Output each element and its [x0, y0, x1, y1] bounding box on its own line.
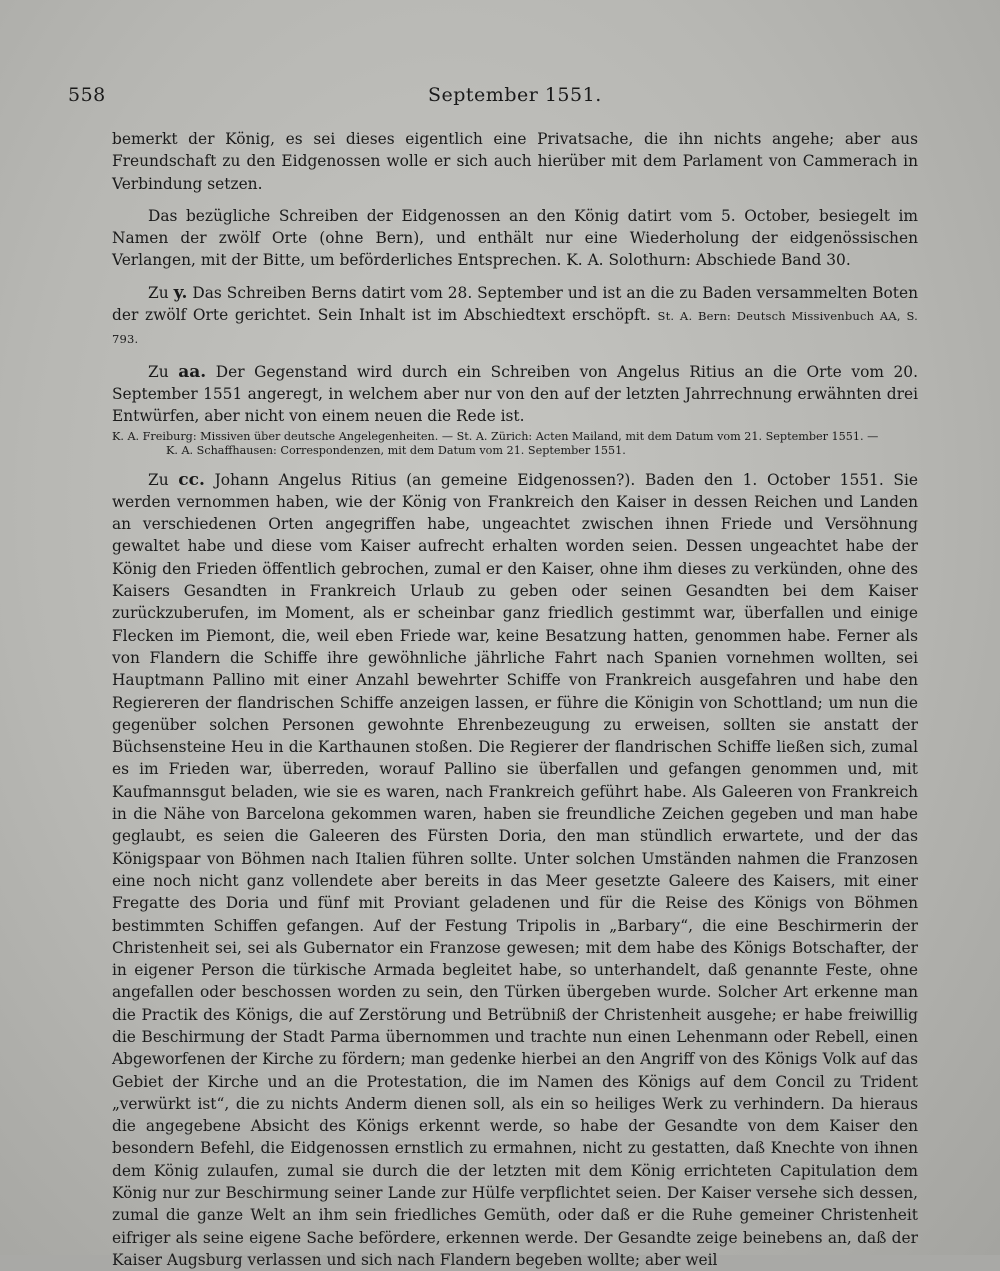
running-title-date: September 1551. — [428, 84, 602, 106]
page-header — [68, 84, 928, 114]
paragraph-text: Das Schreiben Berns datirt vom 28. September und ist an die zu Baden versammelten Boten der zwölf Orte gerichtet. Sein Inhalt ist im Abschiedtext erschöpft. — [112, 283, 918, 325]
paragraph-zu-aa — [112, 361, 918, 428]
paragraph-zu-y — [112, 282, 918, 351]
archive-reference: St. A. Bern: Deutsch Missivenbuch AA, S. 793. — [112, 309, 918, 347]
archive-references — [112, 430, 918, 459]
section-letter-aa: aa. — [178, 361, 207, 382]
paragraph-text: Der Gegenstand wird durch ein Schreiben von Angelus Ritius an die Orte vom 20. September 1551 angeregt, in welchem aber nur von den auf der letzten Jahrrechnung erwähnten drei Entwürfen, aber nicht von einem neuen die Rede ist. — [112, 362, 918, 426]
body-text — [112, 128, 918, 1271]
page-number: 558 — [68, 84, 106, 106]
section-letter-y: y. — [173, 282, 188, 303]
paragraph-zu-cc — [112, 469, 918, 1271]
paragraph-continuation: bemerkt der König, es sei dieses eigentlich eine Privatsache, die ihn nichts angehe; aber aus Freundschaft zu den Eidgenossen wolle er sich auch hierüber mit dem Parlament von Cammerach in Verbindung setzen. — [112, 130, 918, 193]
paragraph-letter-solothurn: Das bezügliche Schreiben der Eidgenossen an den König datirt vom 5. October, besiegelt im Namen der zwölf Orte (ohne Bern), und enthält nur eine Wiederholung der eidgenössischen Verlangen, mit der Bitte, um beförderliches Entsprechen. K. A. Solothurn: Abschiede Band 30. — [112, 206, 918, 270]
section-letter-cc: cc. — [178, 469, 205, 490]
archive-reference-line: K. A. Schaffhausen: Correspondenzen, mit dem Datum vom 21. September 1551. — [166, 444, 626, 458]
paragraph-text: Johann Angelus Ritius (an gemeine Eidgenossen?). Baden den 1. October 1551. Sie werden vernommen haben, wie der König von Frankreich den Kaiser in dessen Reichen und Landen an verschiedenen Orten angegriffen habe, ungeachtet zwischen ihnen Friede und Versöhnung gewaltet habe und diese vom Kaiser aufrecht erhalten worden seien. Dessen ungeachtet habe der König den Frieden öffentlich gebrochen, zumal er den Kaiser, ohne ihm dieses zu verkünden, ohne des Kaisers Gesandten in Frankreich Urlaub zu geben oder seinen Gesandten bei dem Kaiser zurückzuberufen, im Moment, als er scheinbar ganz friedlich gestimmt war, überfallen und einige Flecken im Piemont, die, weil eben Friede war, keine Besatzung hatten, genommen habe. Ferner als von Flandern die Schiffe ihre gewöhnliche jährliche Fahrt nach Spanien vornehmen wollten, sei Hauptmann Pallino mit einer Anzahl bewehrter Schiffe von Frankreich ausgefahren und habe den Regiereren der flandrischen Schiffe anzeigen lassen, er führe die Königin von Schottland; um nun die gegenüber solchen Personen gewohnte Ehrenbezeugung zu erweisen, sollten sie anstatt der Büchsensteine Heu in die Karthaunen stoßen. Die Regierer der flandrischen Schiffe ließen sich, zumal es im Frieden war, überreden, worauf Pallino sie überfallen und gefangen genommen und, mit Kaufmannsgut beladen, wie sie es waren, nach Frankreich geführt habe. Als Galeeren von Frankreich in die Nähe von Barcelona gekommen waren, haben sie freundliche Zeichen gegeben und man habe geglaubt, es seien die Galeeren des Fürsten Doria, den man stündlich erwartete, und der das Königspaar von Böhmen nach Italien führen sollte. Unter solchen Umständen nahmen die Franzosen eine noch nicht ganz vollendete aber bereits in das Meer gesetzte Galeere des Kaisers, mit einer Fregatte des Doria und fünf mit Proviant geladenen und für die Reise des Königs von Böhmen bestimmten Schiffen gefangen. Auf der Festung Tripolis in „Barbary“, die eine Beschirmerin der Christenheit sei, sei als Gubernator ein Franzose gewesen; mit dem habe des Königs Botschafter, der in eigener Person die türkische Armada begleitet habe, so unterhandelt, daß genannte Feste, ohne angefallen oder beschossen worden zu sein, den Türken übergeben wurde. Solcher Art erkenne man die Practik des Königs, die auf Zerstörung und Betrübniß der Christenheit ausgehe; er habe freiwillig die Beschirmung der Stadt Parma übernommen und trachte nun einen Lehenmann oder Rebell, einen Abgeworfenen der Kirche zu fördern; man gedenke hierbei an den Angriff von des Königs Volk auf das Gebiet der Kirche und an die Protestation, die im Namen des Königs auf dem Concil zu Trident „verwürkt ist“, die zu nichts Anderm dienen soll, als ein so heiliges Werk zu verhindern. Da hieraus die angegebene Absicht des Königs erkennt werde, so habe der Gesandte von dem Kaiser den besondern Befehl, die Eidgenossen ernstlich zu ermahnen, nicht zu gestatten, daß Knechte von ihnen dem König zulaufen, zumal sie durch die der letzten mit dem König errichteten Capitulation dem König nur zur Beschirmung seiner Lande zur Hülfe verpflichtet seien. Der Kaiser versehe sich dessen, zumal die ganze Welt an ihm sein friedliches Gemüth, oder daß er die Ruhe gemeiner Christenheit eifriger als seine eigene Sache befördere, erkennen werde. Der Gesandte zeige beinebens an, daß der Kaiser Augsburg verlassen und sich nach Flandern begeben wollte; aber weil — [112, 470, 918, 1269]
zu-word: Zu — [148, 283, 169, 302]
archive-reference-line: K. A. Freiburg: Missiven über deutsche Angelegenheiten. — St. A. Zürich: Acten Mailand, mit dem Datum vom 21. September 1551. — — [112, 429, 879, 443]
zu-word: Zu — [148, 470, 169, 489]
zu-word: Zu — [148, 362, 169, 381]
